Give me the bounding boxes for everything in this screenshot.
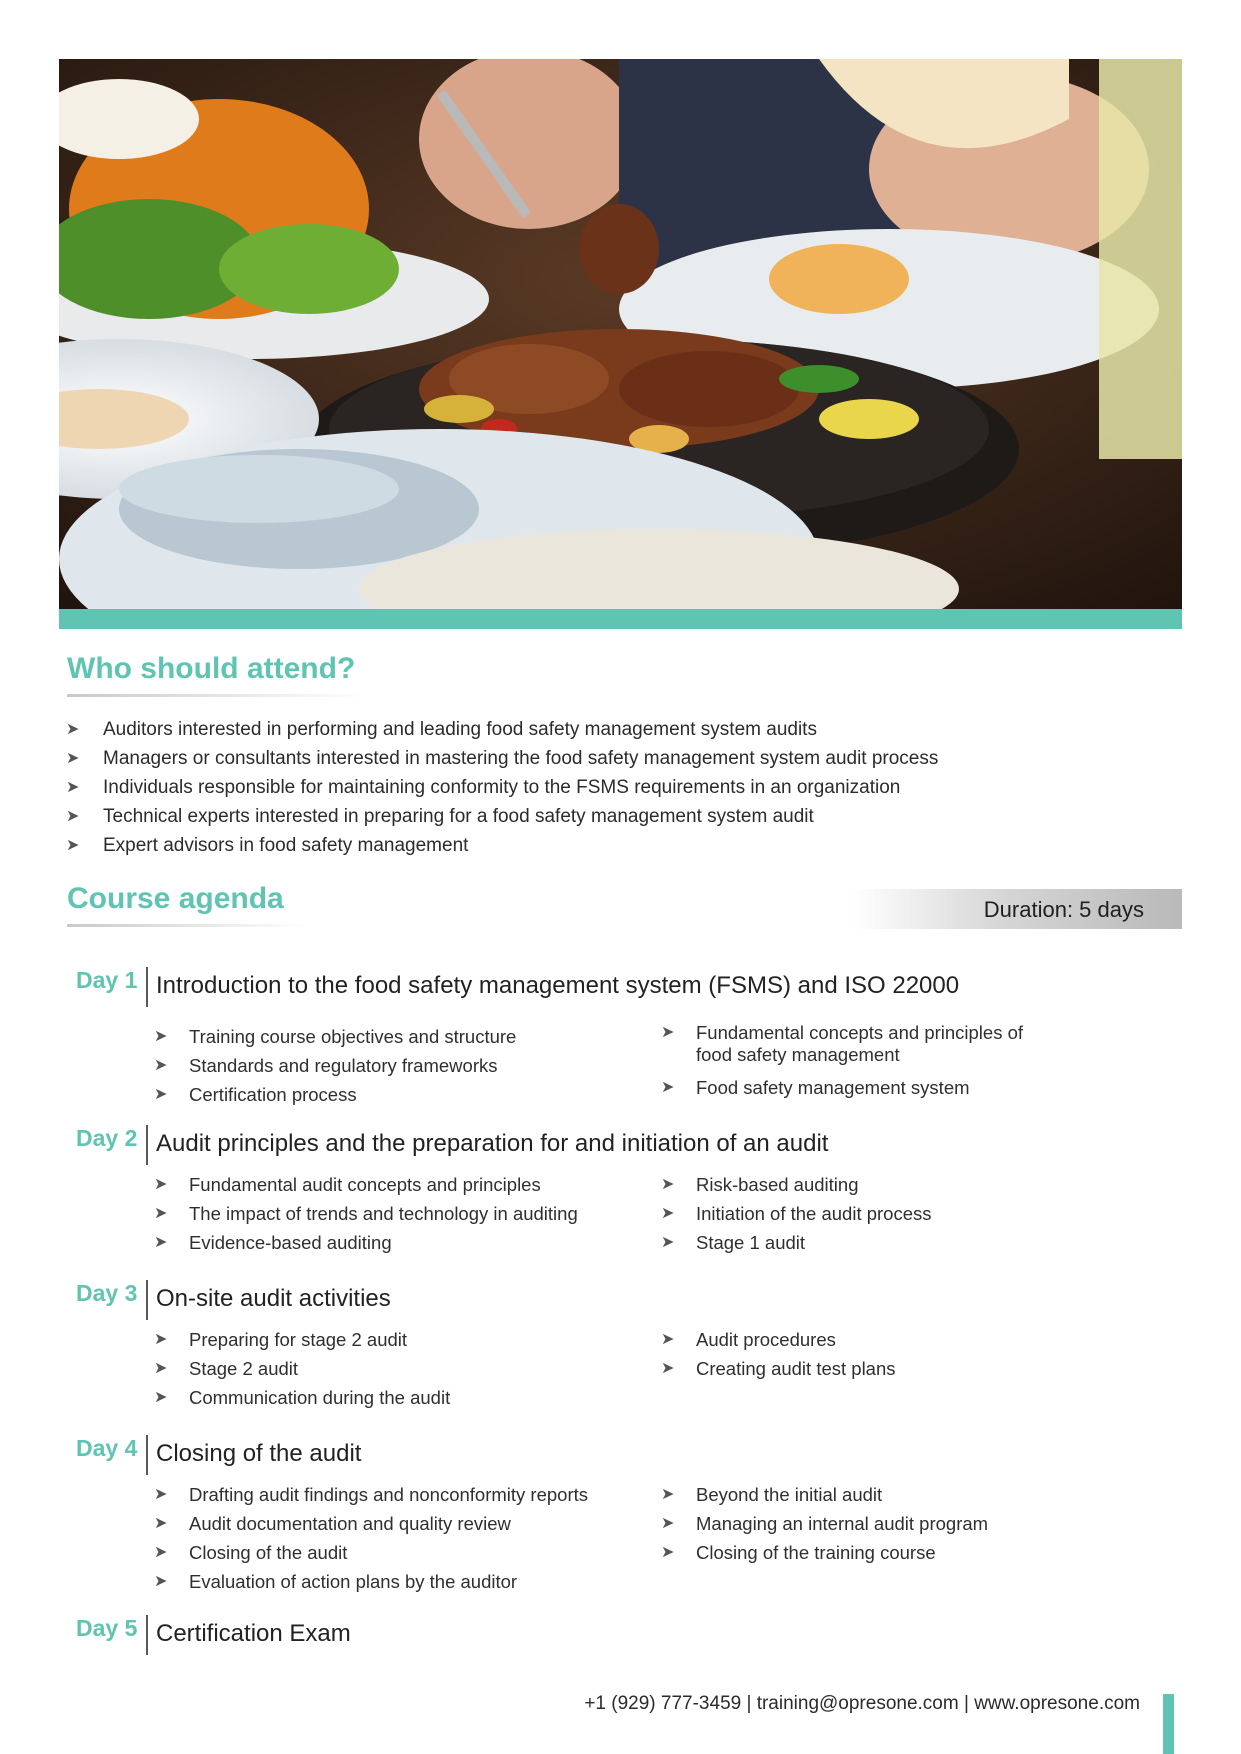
day-title: Introduction to the food safety management system (FSMS) and ISO 22000: [156, 972, 960, 999]
list-item: [661, 1538, 1081, 1567]
list-item: [661, 1325, 1081, 1354]
duration-text: Duration: 5 days: [983, 897, 1144, 922]
list-item: [154, 1480, 634, 1509]
list-item: [154, 1383, 634, 1412]
day-title: On-site audit activities: [156, 1285, 391, 1312]
chevron-right-icon: ➤: [154, 1360, 168, 1377]
chevron-right-icon: ➤: [154, 1331, 168, 1348]
list-item: [154, 1538, 634, 1567]
list-item: [661, 1480, 1081, 1509]
chevron-right-icon: ➤: [66, 837, 80, 854]
chevron-right-icon: ➤: [154, 1573, 168, 1590]
list-item: [661, 1228, 1081, 1257]
hero-accent-band: [59, 609, 1182, 629]
list-item-text: Standards and regulatory frameworks: [189, 1055, 498, 1076]
list-item-text: Audit documentation and quality review: [189, 1513, 511, 1534]
chevron-right-icon: ➤: [661, 1176, 675, 1193]
list-item-text: Evaluation of action plans by the auditor: [189, 1571, 518, 1592]
chevron-right-icon: ➤: [661, 1234, 675, 1251]
day-topics-left: [154, 1480, 634, 1596]
list-item: [154, 1051, 634, 1080]
chevron-right-icon: ➤: [154, 1028, 168, 1045]
list-item-text: The impact of trends and technology in auditing: [189, 1203, 578, 1224]
day-divider: [146, 967, 148, 1007]
list-item: [661, 1509, 1081, 1538]
chevron-right-icon: ➤: [154, 1205, 168, 1222]
day-title: Audit principles and the preparation for and initiation of an audit: [156, 1130, 829, 1157]
list-item: [66, 715, 938, 744]
list-item: [66, 773, 938, 802]
list-item: [154, 1199, 634, 1228]
list-item: [661, 1199, 1081, 1228]
day-divider: [146, 1615, 148, 1655]
chevron-right-icon: ➤: [154, 1544, 168, 1561]
list-item-text: Closing of the audit: [189, 1542, 348, 1563]
chevron-right-icon: ➤: [66, 721, 80, 738]
list-item-text: Certification process: [189, 1084, 357, 1105]
list-item: [154, 1509, 634, 1538]
heading-underline: [67, 694, 367, 697]
chevron-right-icon: ➤: [661, 1486, 675, 1503]
chevron-right-icon: ➤: [66, 808, 80, 825]
day-label: Day 3: [76, 1280, 138, 1306]
chevron-right-icon: ➤: [154, 1515, 168, 1532]
chevron-right-icon: ➤: [66, 779, 80, 796]
list-item: [154, 1022, 634, 1051]
list-item: [661, 1170, 1081, 1199]
day-topics-right: [661, 1022, 1081, 1102]
day-title: Closing of the audit: [156, 1440, 362, 1467]
list-item-text: Technical experts interested in preparing for a food safety management system audit: [103, 806, 814, 827]
day-label: Day 1: [76, 967, 138, 993]
list-item: [154, 1080, 634, 1109]
list-item: [154, 1354, 634, 1383]
day-topics-left: [154, 1022, 634, 1109]
list-item-text: Fundamental audit concepts and principles: [189, 1174, 541, 1195]
day-divider: [146, 1280, 148, 1320]
list-item-text: Risk-based auditing: [696, 1174, 859, 1195]
day-divider: [146, 1125, 148, 1165]
list-item: [661, 1073, 1081, 1102]
heading-underline: [67, 924, 307, 927]
chevron-right-icon: ➤: [154, 1486, 168, 1503]
list-item-text: Stage 1 audit: [696, 1232, 806, 1253]
list-item-text: Communication during the audit: [189, 1387, 451, 1408]
chevron-right-icon: ➤: [154, 1176, 168, 1193]
duration-badge: [852, 889, 1182, 929]
list-item-text: Creating audit test plans: [696, 1358, 896, 1379]
list-item-text: Evidence-based auditing: [189, 1232, 392, 1253]
list-item-text: Training course objectives and structure: [189, 1026, 517, 1047]
chevron-right-icon: ➤: [661, 1544, 675, 1561]
chevron-right-icon: ➤: [154, 1057, 168, 1074]
day-divider: [146, 1435, 148, 1475]
day-topics-right: [661, 1325, 1081, 1383]
chevron-right-icon: ➤: [66, 750, 80, 767]
list-item: [66, 744, 938, 773]
list-item-text: Beyond the initial audit: [696, 1484, 883, 1505]
chevron-right-icon: ➤: [154, 1086, 168, 1103]
day-topics-right: [661, 1170, 1081, 1257]
list-item: [154, 1325, 634, 1354]
chevron-right-icon: ➤: [154, 1234, 168, 1251]
day-topics-right: [661, 1480, 1081, 1567]
list-item-text: Fundamental concepts and principles of food safety management: [696, 1022, 1024, 1065]
day-label: Day 5: [76, 1615, 138, 1641]
footer-accent-bar: [1163, 1694, 1174, 1754]
chevron-right-icon: ➤: [154, 1389, 168, 1406]
list-item-text: Auditors interested in performing and leading food safety management system audits: [103, 719, 817, 740]
footer-contact: +1 (929) 777-3459 | training@opresone.com | www.opresone.com: [584, 1693, 1140, 1714]
list-item-text: Managers or consultants interested in mastering the food safety management system audit process: [103, 748, 939, 769]
hero-food-photo: [59, 59, 1182, 609]
list-item: [154, 1170, 634, 1199]
day-title: Certification Exam: [156, 1620, 351, 1647]
list-item: [154, 1567, 634, 1596]
list-item-text: Drafting audit findings and nonconformity reports: [189, 1484, 588, 1505]
list-item-text: Closing of the training course: [696, 1542, 936, 1563]
who-should-attend-heading: Who should attend?: [67, 652, 356, 685]
day-topics-left: [154, 1325, 634, 1412]
list-item: [66, 802, 938, 831]
chevron-right-icon: ➤: [661, 1079, 675, 1096]
who-should-attend-list: [66, 715, 938, 860]
day-topics-left: [154, 1170, 634, 1257]
chevron-right-icon: ➤: [661, 1205, 675, 1222]
list-item-text: Initiation of the audit process: [696, 1203, 932, 1224]
list-item-text: Audit procedures: [696, 1329, 836, 1350]
list-item-text: Preparing for stage 2 audit: [189, 1329, 408, 1350]
list-item: [154, 1228, 634, 1257]
day-label: Day 2: [76, 1125, 138, 1151]
chevron-right-icon: ➤: [661, 1024, 675, 1041]
chevron-right-icon: ➤: [661, 1331, 675, 1348]
course-agenda-heading: Course agenda: [67, 882, 284, 915]
chevron-right-icon: ➤: [661, 1515, 675, 1532]
food-photo-illustration: [59, 59, 1182, 609]
list-item-text: Individuals responsible for maintaining conformity to the FSMS requirements in an organization: [103, 777, 901, 798]
list-item-text: Managing an internal audit program: [696, 1513, 989, 1534]
list-item: [66, 831, 938, 860]
chevron-right-icon: ➤: [661, 1360, 675, 1377]
list-item: [661, 1022, 1026, 1073]
day-label: Day 4: [76, 1435, 138, 1461]
list-item: [661, 1354, 1081, 1383]
list-item-text: Expert advisors in food safety management: [103, 835, 469, 856]
list-item-text: Stage 2 audit: [189, 1358, 299, 1379]
list-item-text: Food safety management system: [696, 1077, 970, 1098]
